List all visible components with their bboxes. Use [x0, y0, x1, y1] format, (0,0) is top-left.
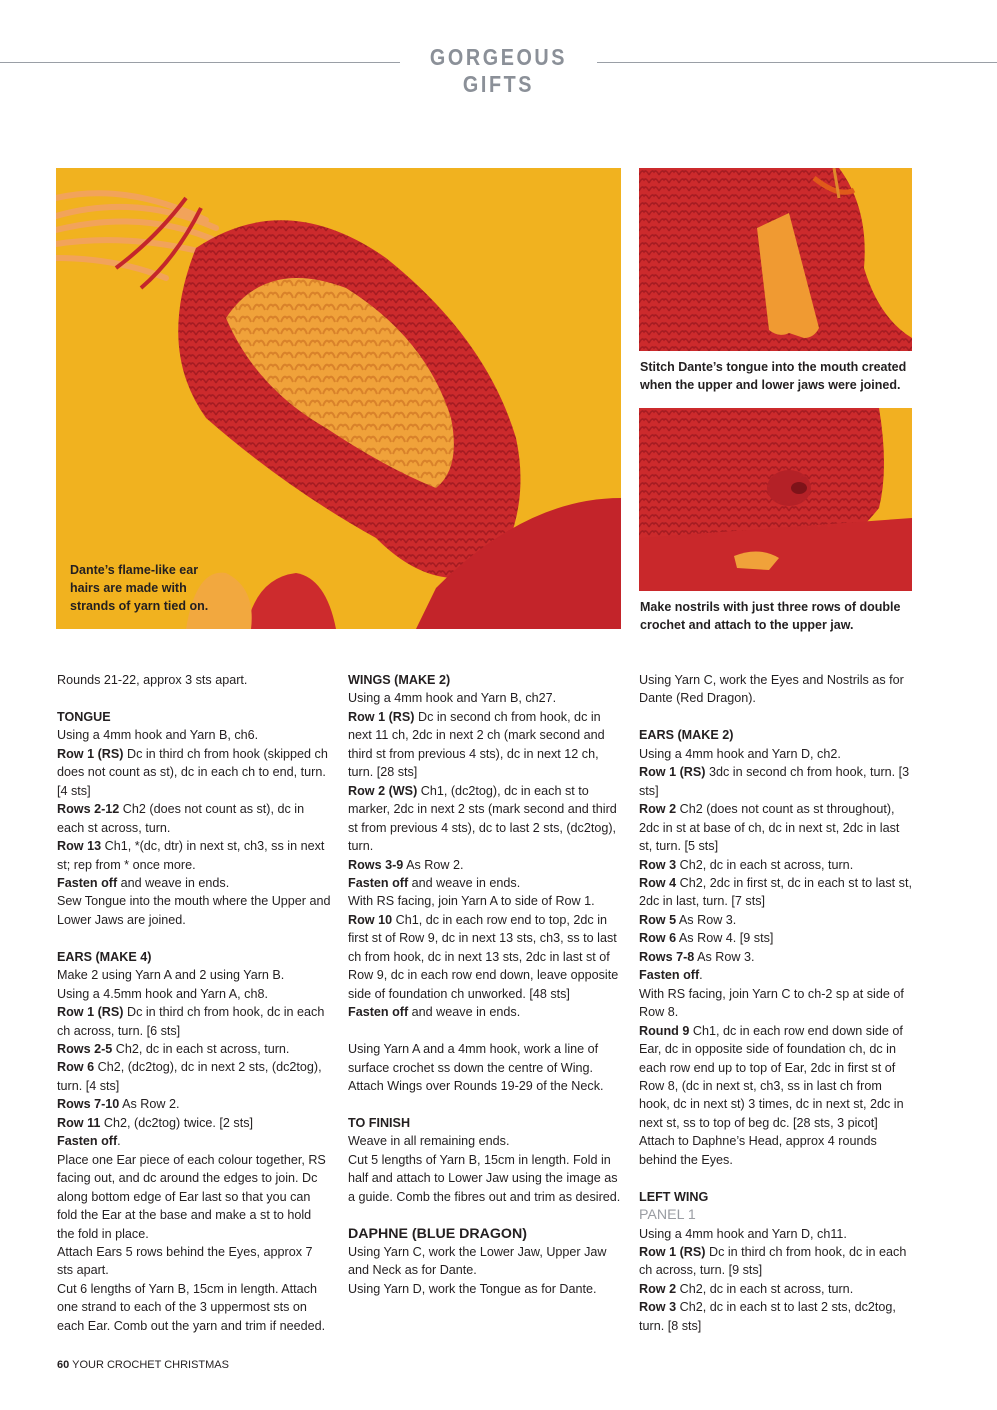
d-ears-row-5: Row 5 As Row 3.: [639, 912, 737, 927]
ears-rows-2-5: Rows 2-5 Ch2, dc in each st across, turn.: [57, 1042, 290, 1057]
heading-daphne-ears: EARS (MAKE 2): [639, 728, 734, 743]
caption-tongue: Stitch Dante’s tongue into the mouth created when the upper and lower jaws were joined.: [640, 360, 907, 392]
d-ears-rows-7-8: Rows 7-8 As Row 3.: [639, 949, 755, 964]
d-ears-row-3: Row 3 Ch2, dc in each st across, turn.: [639, 857, 854, 872]
ears-rows-7-10: Rows 7-10 As Row 2.: [57, 1097, 180, 1112]
col3-intro: Using Yarn C, work the Eyes and Nostrils as for Dante (Red Dragon).: [639, 673, 904, 706]
tongue-fasten-off: Fasten off and weave in ends.: [57, 875, 230, 890]
ears-row-6: Row 6 Ch2, (dc2tog), dc in next 2 sts, (dc2tog), turn. [4 sts]: [57, 1060, 322, 1093]
wings-surface-crochet: Using Yarn A and a 4mm hook, work a line of surface crochet ss down the centre of Wing. Attach Wings over Rounds 19-29 of the Neck.: [348, 1042, 604, 1093]
section-title: GORGEOUS GIFTS: [429, 44, 568, 97]
header-rule-right: [597, 62, 997, 63]
lw-row-3: Row 3 Ch2, dc in each st to last 2 sts, dc2tog, turn. [8 sts]: [639, 1300, 896, 1333]
ears-row-1: Row 1 (RS) Dc in third ch from hook, dc in each ch across, turn. [6 sts]: [57, 1005, 325, 1038]
ears-join: Place one Ear piece of each colour together, RS facing out, and dc around the edges to join. Dc along bottom edge of Ear last so that you can fold the Ear at the base and make a st to hold the fold in place.: [57, 1152, 326, 1241]
column-2: [348, 671, 623, 1298]
header-rule-left: [0, 62, 400, 63]
col1-intro: Rounds 21-22, approx 3 sts apart.: [57, 673, 248, 687]
ears-start: Using a 4.5mm hook and Yarn A, ch8.: [57, 986, 268, 1001]
wings-row-1: Row 1 (RS) Dc in second ch from hook, dc in next 11 ch, 2dc in next 2 ch (mark second and third st from previous 4 sts), dc in next 12 ch, turn. [28 sts]: [348, 709, 605, 780]
d-ears-row-6: Row 6 As Row 4. [9 sts]: [639, 931, 774, 946]
wings-start: Using a 4mm hook and Yarn B, ch27.: [348, 691, 557, 706]
subheading-panel-1: PANEL 1: [639, 1207, 696, 1224]
ears-make: Make 2 using Yarn A and 2 using Yarn B.: [57, 968, 285, 983]
d-ears-row-2: Row 2 Ch2 (does not count as st throughout), 2dc in st at base of ch, dc in next st, 2dc in last st, turn. [5 sts]: [639, 802, 900, 854]
ear-closeup-photo: [56, 168, 621, 629]
wings-row-10: Row 10 Ch1, dc in each row end to top, 2dc in first st of Row 9, dc in next 13 sts, ch3, ss to last ch from hook, dc in next 13 sts, 2dc in last st of Row 9, dc in each row end down, leave opposite side of foundation ch unworked. [48 sts]: [348, 912, 619, 1001]
d-ears-join: With RS facing, join Yarn C to ch-2 sp at side of Row 8.: [639, 986, 904, 1020]
ears-attach: Attach Ears 5 rows behind the Eyes, approx 7 sts apart.: [57, 1245, 313, 1278]
ears-row-11: Row 11 Ch2, (dc2tog) twice. [2 sts]: [57, 1115, 253, 1130]
lw-row-2: Row 2 Ch2, dc in each st across, turn.: [639, 1281, 854, 1296]
lw-row-1: Row 1 (RS) Dc in third ch from hook, dc in each ch across, turn. [9 sts]: [639, 1245, 907, 1278]
daphne-jaws: Using Yarn C, work the Lower Jaw, Upper Jaw and Neck as for Dante.: [348, 1245, 607, 1278]
wings-join: With RS facing, join Yarn A to side of Row 1.: [348, 894, 595, 909]
ears-fasten-off: Fasten off.: [57, 1134, 121, 1149]
magazine-title: YOUR CROCHET CHRISTMAS: [72, 1359, 229, 1371]
heading-daphne: DAPHNE (BLUE DRAGON): [348, 1225, 527, 1242]
d-ears-attach: Attach to Daphne’s Head, approx 4 rounds behind the Eyes.: [639, 1134, 877, 1167]
finish-lengths: Cut 5 lengths of Yarn B, 15cm in length. Fold in half and attach to Lower Jaw using the image as a guide. Comb the fibres out and trim as desired.: [348, 1152, 621, 1204]
daphne-tongue: Using Yarn D, work the Tongue as for Dante.: [348, 1281, 597, 1296]
column-3: [639, 671, 914, 1335]
tongue-row-1: Row 1 (RS) Dc in third ch from hook (skipped ch does not count as st), dc in each ch to end, turn. [4 sts]: [57, 746, 328, 798]
heading-left-wing: LEFT WING: [639, 1189, 709, 1204]
tongue-photo: [639, 168, 912, 351]
d-ears-start: Using a 4mm hook and Yarn D, ch2.: [639, 746, 841, 761]
tongue-row-13: Row 13 Ch1, *(dc, dtr) in next st, ch3, ss in next st; rep from * once more.: [57, 839, 325, 872]
heading-to-finish: TO FINISH: [348, 1115, 411, 1130]
page-number: 60: [57, 1359, 70, 1371]
d-ears-round-9: Round 9 Ch1, dc in each row end down side of Ear, dc in opposite side of foundation ch, dc in each row end up to top of Ear, 2dc in first st of Row 8, (dc in next st, ch3, ss in last ch from hook, dc in next st) 3 times, dc in next st, 2dc in next st, ss to top of beg dc. [28 sts, 3 picot]: [639, 1023, 904, 1130]
d-ears-row-4: Row 4 Ch2, 2dc in first st, dc in each st to last st, 2dc in last, turn. [7 sts]: [639, 875, 912, 909]
tongue-rows-2-12: Rows 2-12 Ch2 (does not count as st), dc in each st across, turn.: [57, 802, 305, 835]
lw-start: Using a 4mm hook and Yarn D, ch11.: [639, 1226, 847, 1241]
d-ears-fasten-off: Fasten off.: [639, 968, 703, 983]
d-ears-row-1: Row 1 (RS) 3dc in second ch from hook, turn. [3 sts]: [639, 765, 910, 798]
wings-rows-3-9: Rows 3-9 As Row 2.: [348, 857, 464, 872]
heading-tongue: TONGUE: [57, 709, 111, 724]
wings-fasten-off-2: Fasten off and weave in ends.: [348, 1005, 521, 1020]
tongue-start: Using a 4mm hook and Yarn B, ch6.: [57, 728, 259, 743]
caption-main: Dante’s flame-like ear hairs are made with strands of yarn tied on.: [70, 563, 209, 613]
heading-wings: WINGS (MAKE 2): [348, 673, 451, 687]
ears-strands: Cut 6 lengths of Yarn B, 15cm in length. Attach one strand to each of the 3 uppermost sts on each Ear. Comb out the yarn and trim if needed.: [57, 1281, 326, 1333]
finish-weave: Weave in all remaining ends.: [348, 1134, 510, 1149]
tongue-sew: Sew Tongue into the mouth where the Upper and Lower Jaws are joined.: [57, 894, 331, 927]
nostrils-photo: [639, 408, 912, 591]
heading-ears: EARS (MAKE 4): [57, 949, 152, 964]
wings-row-2: Row 2 (WS) Ch1, (dc2tog), dc in each st to marker, 2dc in next 2 sts (mark second and third st from previous 4 sts), dc to last 2 sts, (dc2tog), turn.: [348, 783, 617, 854]
column-1: [57, 671, 332, 1335]
page-footer: [57, 1359, 229, 1371]
wings-fasten-off: Fasten off and weave in ends.: [348, 875, 521, 890]
caption-nostrils: Make nostrils with just three rows of double crochet and attach to the upper jaw.: [640, 600, 901, 632]
